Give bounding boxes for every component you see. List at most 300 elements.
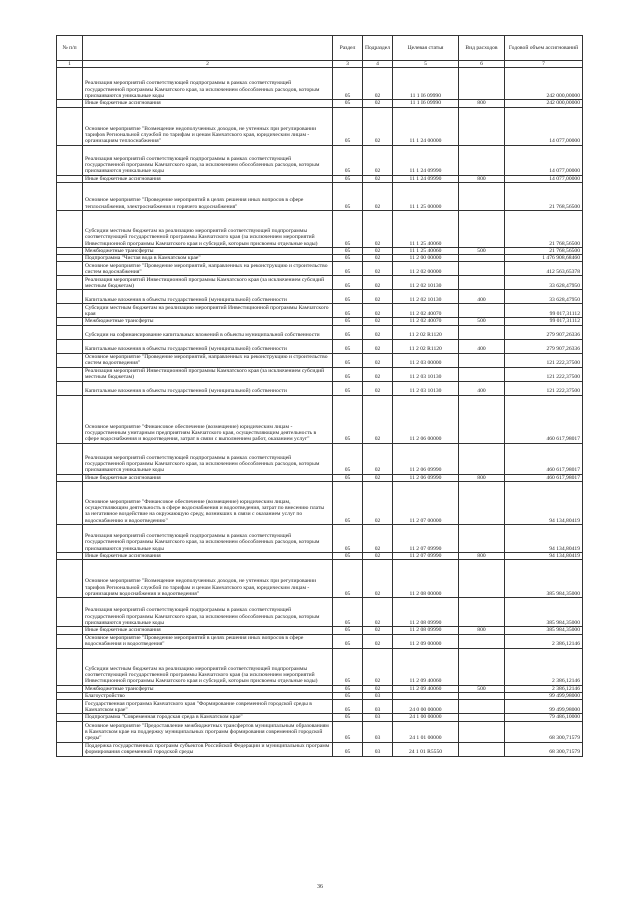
header-podrazdel: Подраздел — [363, 36, 393, 61]
row-sum-cell: 94 134,80419 — [505, 482, 583, 525]
row-target-article-cell: 11 2 08 09990 — [393, 598, 459, 627]
row-razdel-cell: 05 — [333, 145, 363, 175]
row-podrazdel-cell: 02 — [363, 560, 393, 598]
page-number: 36 — [317, 884, 323, 890]
row-target-article-cell: 11 1 24 09990 — [393, 175, 459, 182]
row-name-cell: Поддержка государственных программ субъектов Российской Федерации и муниципальных программ формирования современной городской среды — [83, 742, 333, 756]
row-razdel-cell: 05 — [333, 598, 363, 627]
row-expense-type-cell: 800 — [459, 175, 505, 182]
row-expense-type-cell — [459, 634, 505, 648]
table-body — [57, 68, 583, 756]
row-name-cell: Реализация мероприятий соответствующей подпрограммы в рамках соответствующей государственной программы Камчатского края, за исключением обособленных расходов, которым присваиваются уникальные коды — [83, 598, 333, 627]
header-razdel: Раздел — [333, 36, 363, 61]
row-expense-type-cell: 500 — [459, 247, 505, 254]
table-row — [57, 262, 583, 276]
row-podrazdel-cell: 03 — [363, 700, 393, 714]
row-name-cell: Иные бюджетные ассигнования — [83, 175, 333, 182]
row-number-cell — [57, 182, 83, 210]
table-row — [57, 742, 583, 756]
row-number-cell — [57, 255, 83, 262]
row-podrazdel-cell: 02 — [363, 68, 393, 100]
row-number-cell — [57, 395, 83, 443]
row-razdel-cell: 05 — [333, 685, 363, 692]
row-name-cell: Межбюджетные трансферты — [83, 247, 333, 254]
row-expense-type-cell: 500 — [459, 685, 505, 692]
row-name-cell: Субсидии на софинансирование капитальных вложений в объекты муниципальной собственности — [83, 325, 333, 339]
row-sum-cell: 121 222,37500 — [505, 353, 583, 367]
row-sum-cell: 21 768,56500 — [505, 182, 583, 210]
row-expense-type-cell — [459, 262, 505, 276]
table-row — [57, 474, 583, 481]
row-podrazdel-cell: 03 — [363, 714, 393, 721]
colnum-3: 3 — [333, 61, 363, 68]
row-razdel-cell: 05 — [333, 276, 363, 290]
colnum-7: 7 — [505, 61, 583, 68]
row-expense-type-cell — [459, 700, 505, 714]
row-podrazdel-cell: 02 — [363, 598, 393, 627]
row-razdel-cell: 05 — [333, 742, 363, 756]
row-name-cell: Субсидии местным бюджетам на реализацию мероприятий соответствующей подпрограммы соответствующей государственной программы Камчатского края (за исключением мероприятий Инвестиционной программы Камчатского края и субсидий, которым присвоены отдельные коды) — [83, 210, 333, 247]
row-expense-type-cell — [459, 145, 505, 175]
table-row — [57, 692, 583, 699]
row-expense-type-cell: 800 — [459, 474, 505, 481]
table-row — [57, 175, 583, 182]
row-razdel-cell: 05 — [333, 367, 363, 381]
colnum-5: 5 — [393, 61, 459, 68]
row-sum-cell: 279 907,26336 — [505, 325, 583, 339]
row-podrazdel-cell: 02 — [363, 685, 393, 692]
row-expense-type-cell: 400 — [459, 339, 505, 353]
table-row — [57, 560, 583, 598]
row-razdel-cell: 05 — [333, 395, 363, 443]
row-target-article-cell — [393, 692, 459, 699]
table-row — [57, 107, 583, 145]
row-number-cell — [57, 290, 83, 304]
row-razdel-cell: 05 — [333, 318, 363, 325]
row-target-article-cell: 11 1 24 09990 — [393, 145, 459, 175]
row-sum-cell: 14 077,00000 — [505, 175, 583, 182]
row-sum-cell: 14 077,00000 — [505, 145, 583, 175]
row-razdel-cell: 05 — [333, 100, 363, 107]
table-row — [57, 634, 583, 648]
row-target-article-cell: 11 2 06 09990 — [393, 443, 459, 474]
row-expense-type-cell: 500 — [459, 318, 505, 325]
budget-table — [56, 35, 583, 757]
row-razdel-cell: 05 — [333, 255, 363, 262]
row-razdel-cell: 05 — [333, 210, 363, 247]
row-sum-cell: 242 000,00000 — [505, 68, 583, 100]
row-number-cell — [57, 262, 83, 276]
row-target-article-cell: 11 2 02 40070 — [393, 318, 459, 325]
colnum-2: 2 — [83, 61, 333, 68]
row-name-cell: Основное мероприятие "Возмещение недополученных доходов, не учтенных при регулировании тарифов Региональной службой по тарифам и ценам Камчатского края, юридическим лицам - организациям теплоснабжения" — [83, 107, 333, 145]
row-sum-cell: 2 386,12146 — [505, 685, 583, 692]
row-podrazdel-cell: 02 — [363, 318, 393, 325]
row-expense-type-cell — [459, 395, 505, 443]
header-expense-type: Вид расходов — [459, 36, 505, 61]
row-podrazdel-cell: 02 — [363, 255, 393, 262]
row-sum-cell: 94 134,80419 — [505, 525, 583, 553]
row-name-cell: Реализация мероприятий соответствующей подпрограммы в рамках соответствующей государственной программы Камчатского края, за исключением обособленных расходов, которым присваиваются уникальные коды — [83, 443, 333, 474]
table-row — [57, 367, 583, 381]
table-row — [57, 339, 583, 353]
row-razdel-cell: 05 — [333, 474, 363, 481]
row-sum-cell: 99 017,31112 — [505, 304, 583, 318]
row-razdel-cell: 05 — [333, 560, 363, 598]
row-number-cell — [57, 648, 83, 685]
row-sum-cell: 385 984,35000 — [505, 560, 583, 598]
row-number-cell — [57, 560, 83, 598]
table-row — [57, 598, 583, 627]
row-razdel-cell: 05 — [333, 627, 363, 634]
row-expense-type-cell — [459, 255, 505, 262]
row-razdel-cell: 05 — [333, 262, 363, 276]
header-name — [83, 36, 333, 61]
row-number-cell — [57, 276, 83, 290]
row-sum-cell: 121 222,37500 — [505, 367, 583, 381]
colnum-6: 6 — [459, 61, 505, 68]
row-podrazdel-cell: 02 — [363, 145, 393, 175]
row-podrazdel-cell: 02 — [363, 367, 393, 381]
row-target-article-cell: 11 2 02 40070 — [393, 304, 459, 318]
row-target-article-cell: 11 2 02 00000 — [393, 262, 459, 276]
row-sum-cell: 1 476 908,68460 — [505, 255, 583, 262]
row-podrazdel-cell: 02 — [363, 247, 393, 254]
row-name-cell: Капитальные вложения в объекты государственной (муниципальной) собственности — [83, 290, 333, 304]
row-expense-type-cell — [459, 107, 505, 145]
row-name-cell: Подпрограмма "Современная городская среда в Камчатском крае" — [83, 714, 333, 721]
row-target-article-cell: 11 2 02 R1120 — [393, 325, 459, 339]
row-number-cell — [57, 685, 83, 692]
row-target-article-cell: 11 1 25 40060 — [393, 210, 459, 247]
row-number-cell — [57, 353, 83, 367]
row-expense-type-cell — [459, 525, 505, 553]
row-razdel-cell: 05 — [333, 443, 363, 474]
row-target-article-cell: 11 2 00 00000 — [393, 255, 459, 262]
row-name-cell: Основное мероприятие "Финансовое обеспечение (возмещение) юридическим лицам, осуществляющим деятельность в сфере водоснабжения и водоотведения, затрат по внесению платы за негативное воздействие на окружающую среду, возникших в связи с оказанием услуг по водоснабжению и водоотведению" — [83, 482, 333, 525]
row-number-cell — [57, 325, 83, 339]
row-number-cell — [57, 721, 83, 742]
row-name-cell: Межбюджетные трансферты — [83, 318, 333, 325]
row-number-cell — [57, 553, 83, 560]
row-target-article-cell: 11 2 03 10130 — [393, 367, 459, 381]
row-name-cell: Иные бюджетные ассигнования — [83, 474, 333, 481]
row-podrazdel-cell: 02 — [363, 443, 393, 474]
row-expense-type-cell — [459, 598, 505, 627]
row-expense-type-cell — [459, 276, 505, 290]
row-podrazdel-cell: 02 — [363, 276, 393, 290]
row-number-cell — [57, 634, 83, 648]
row-sum-cell: 279 907,26336 — [505, 339, 583, 353]
row-razdel-cell: 05 — [333, 692, 363, 699]
row-name-cell: Основное мероприятие "Финансовое обеспечение (возмещение) юридическим лицам - государственным унитарным предприятиям Камчатского края, осуществляющим деятельность в сфере водоснабжения и водоотведения, затрат в связи с выполнением работ, оказанием услуг" — [83, 395, 333, 443]
colnum-1: 1 — [57, 61, 83, 68]
row-number-cell — [57, 367, 83, 381]
row-name-cell: Иные бюджетные ассигнования — [83, 627, 333, 634]
row-sum-cell: 21 768,56500 — [505, 210, 583, 247]
row-podrazdel-cell: 03 — [363, 742, 393, 756]
row-target-article-cell: 11 1 24 00000 — [393, 107, 459, 145]
row-target-article-cell: 24 0 00 00000 — [393, 700, 459, 714]
row-number-cell — [57, 100, 83, 107]
row-name-cell: Субсидии местным бюджетам на реализацию мероприятий Инвестиционной программы Камчатского края — [83, 304, 333, 318]
row-podrazdel-cell: 03 — [363, 721, 393, 742]
row-target-article-cell: 11 2 07 09990 — [393, 553, 459, 560]
row-expense-type-cell: 800 — [459, 627, 505, 634]
row-name-cell: Основное мероприятие "Проведение мероприятий, направленных на реконструкцию и строительство систем водоснабжения" — [83, 262, 333, 276]
row-razdel-cell: 05 — [333, 325, 363, 339]
row-sum-cell: 460 617,98017 — [505, 443, 583, 474]
row-expense-type-cell — [459, 742, 505, 756]
row-sum-cell: 242 000,00000 — [505, 100, 583, 107]
row-number-cell — [57, 700, 83, 714]
row-name-cell: Капитальные вложения в объекты государственной (муниципальной) собственности — [83, 339, 333, 353]
colnum-4: 4 — [363, 61, 393, 68]
table-header-row — [57, 36, 583, 61]
row-target-article-cell: 11 2 09 40060 — [393, 648, 459, 685]
row-podrazdel-cell: 02 — [363, 175, 393, 182]
row-number-cell — [57, 247, 83, 254]
row-target-article-cell: 11 1 I6 09990 — [393, 68, 459, 100]
row-number-cell — [57, 381, 83, 395]
row-expense-type-cell — [459, 325, 505, 339]
row-name-cell: Основное мероприятие "Проведение мероприятий, направленных на реконструкцию и строительство систем водоотведения" — [83, 353, 333, 367]
row-name-cell: Основное мероприятие "Возмещение недополученных доходов, не учтенных при регулировании тарифов Региональной службой по тарифам и ценам Камчатского края, юридическим лицам - организациям водоснабжения и водоотведения" — [83, 560, 333, 598]
table-row — [57, 276, 583, 290]
row-razdel-cell: 05 — [333, 353, 363, 367]
row-name-cell: Основное мероприятие "Предоставление межбюджетных трансфертов муниципальным образованиям в Камчатском крае на поддержку муниципальных программ формирования современной городской среды" — [83, 721, 333, 742]
row-target-article-cell: 24 1 00 00000 — [393, 714, 459, 721]
table-row — [57, 721, 583, 742]
row-podrazdel-cell: 03 — [363, 692, 393, 699]
row-razdel-cell: 05 — [333, 714, 363, 721]
row-number-cell — [57, 474, 83, 481]
row-sum-cell: 460 617,98017 — [505, 474, 583, 481]
row-razdel-cell: 05 — [333, 381, 363, 395]
row-target-article-cell: 11 2 03 00000 — [393, 353, 459, 367]
row-sum-cell: 68 300,71579 — [505, 742, 583, 756]
row-razdel-cell: 05 — [333, 247, 363, 254]
row-expense-type-cell: 400 — [459, 290, 505, 304]
row-podrazdel-cell: 02 — [363, 627, 393, 634]
row-podrazdel-cell: 02 — [363, 381, 393, 395]
row-number-cell — [57, 443, 83, 474]
row-sum-cell: 21 768,56500 — [505, 247, 583, 254]
row-podrazdel-cell: 02 — [363, 525, 393, 553]
row-name-cell: Основное мероприятие "Проведение мероприятий в целях решения иных вопросов в сфере теплоснабжения, электроснабжения и горячего водоснабжения" — [83, 182, 333, 210]
row-expense-type-cell — [459, 210, 505, 247]
row-expense-type-cell — [459, 714, 505, 721]
row-sum-cell: 385 984,35000 — [505, 627, 583, 634]
row-razdel-cell: 05 — [333, 304, 363, 318]
header-number: № п/п — [57, 36, 83, 61]
table-row — [57, 700, 583, 714]
row-target-article-cell: 11 2 06 09990 — [393, 474, 459, 481]
row-podrazdel-cell: 02 — [363, 474, 393, 481]
table-row — [57, 395, 583, 443]
row-name-cell: Благоустройство — [83, 692, 333, 699]
row-razdel-cell: 05 — [333, 648, 363, 685]
row-target-article-cell: 11 1 25 00000 — [393, 182, 459, 210]
row-number-cell — [57, 304, 83, 318]
row-sum-cell: 2 386,12146 — [505, 634, 583, 648]
row-name-cell: Подпрограмма "Чистая вода в Камчатском крае" — [83, 255, 333, 262]
row-target-article-cell: 11 1 I6 09990 — [393, 100, 459, 107]
row-target-article-cell: 11 2 08 09990 — [393, 627, 459, 634]
table-row — [57, 210, 583, 247]
table-row — [57, 714, 583, 721]
row-number-cell — [57, 339, 83, 353]
row-name-cell: Иные бюджетные ассигнования — [83, 553, 333, 560]
row-sum-cell: 33 628,47950 — [505, 276, 583, 290]
row-podrazdel-cell: 02 — [363, 395, 393, 443]
row-podrazdel-cell: 02 — [363, 262, 393, 276]
row-target-article-cell: 11 2 06 00000 — [393, 395, 459, 443]
table-row — [57, 482, 583, 525]
row-number-cell — [57, 318, 83, 325]
row-razdel-cell: 05 — [333, 721, 363, 742]
row-number-cell — [57, 107, 83, 145]
row-name-cell: Межбюджетные трансферты — [83, 685, 333, 692]
row-name-cell: Реализация мероприятий Инвестиционной программы Камчатского края (за исключением субсидий местным бюджетам) — [83, 276, 333, 290]
table-row — [57, 381, 583, 395]
row-podrazdel-cell: 02 — [363, 325, 393, 339]
row-sum-cell: 99 499,98000 — [505, 692, 583, 699]
row-expense-type-cell — [459, 692, 505, 699]
row-razdel-cell: 05 — [333, 182, 363, 210]
row-razdel-cell: 05 — [333, 553, 363, 560]
row-sum-cell: 121 222,37500 — [505, 381, 583, 395]
table-row — [57, 247, 583, 254]
row-razdel-cell: 05 — [333, 339, 363, 353]
row-number-cell — [57, 525, 83, 553]
row-target-article-cell: 11 2 09 00000 — [393, 634, 459, 648]
table-row — [57, 290, 583, 304]
row-target-article-cell: 11 2 03 10130 — [393, 381, 459, 395]
row-sum-cell: 412 563,65378 — [505, 262, 583, 276]
row-podrazdel-cell: 02 — [363, 290, 393, 304]
table-row — [57, 68, 583, 100]
row-sum-cell: 33 628,47950 — [505, 290, 583, 304]
row-expense-type-cell: 800 — [459, 100, 505, 107]
table-row — [57, 443, 583, 474]
row-expense-type-cell: 800 — [459, 553, 505, 560]
row-razdel-cell: 05 — [333, 175, 363, 182]
row-razdel-cell: 05 — [333, 482, 363, 525]
row-target-article-cell: 11 1 25 40060 — [393, 247, 459, 254]
row-number-cell — [57, 598, 83, 627]
row-sum-cell: 14 077,00000 — [505, 107, 583, 145]
row-expense-type-cell — [459, 560, 505, 598]
row-sum-cell: 99 499,98000 — [505, 700, 583, 714]
row-sum-cell: 2 386,12146 — [505, 648, 583, 685]
table-row — [57, 100, 583, 107]
row-target-article-cell: 24 1 01 00000 — [393, 721, 459, 742]
row-podrazdel-cell: 02 — [363, 100, 393, 107]
header-annual-volume: Годовой объем ассигнований — [505, 36, 583, 61]
table-row — [57, 353, 583, 367]
table-row — [57, 685, 583, 692]
row-razdel-cell: 05 — [333, 700, 363, 714]
row-expense-type-cell — [459, 443, 505, 474]
row-target-article-cell: 11 2 07 09990 — [393, 525, 459, 553]
row-expense-type-cell: 400 — [459, 381, 505, 395]
row-expense-type-cell — [459, 182, 505, 210]
row-number-cell — [57, 482, 83, 525]
table-row — [57, 627, 583, 634]
table-row — [57, 145, 583, 175]
row-name-cell: Реализация мероприятий Инвестиционной программы Камчатского края (за исключением субсидий местным бюджетам) — [83, 367, 333, 381]
table-row — [57, 255, 583, 262]
row-podrazdel-cell: 02 — [363, 304, 393, 318]
column-number-row — [57, 61, 583, 68]
row-name-cell: Государственная программа Камчатского края "Формирование современной городской среды в Камчатском крае" — [83, 700, 333, 714]
table-row — [57, 325, 583, 339]
row-sum-cell: 99 017,31112 — [505, 318, 583, 325]
row-number-cell — [57, 692, 83, 699]
row-sum-cell: 385 984,35000 — [505, 598, 583, 627]
table-row — [57, 304, 583, 318]
row-razdel-cell: 05 — [333, 68, 363, 100]
row-expense-type-cell — [459, 648, 505, 685]
row-target-article-cell: 11 2 07 00000 — [393, 482, 459, 525]
row-podrazdel-cell: 02 — [363, 353, 393, 367]
row-target-article-cell: 24 1 01 R5550 — [393, 742, 459, 756]
row-name-cell: Реализация мероприятий соответствующей подпрограммы в рамках соответствующей государственной программы Камчатского края, за исключением обособленных расходов, которым присваиваются уникальные коды — [83, 68, 333, 100]
row-name-cell: Реализация мероприятий соответствующей подпрограммы в рамках соответствующей государственной программы Камчатского края, за исключением обособленных расходов, которым присваиваются уникальные коды — [83, 525, 333, 553]
row-sum-cell: 79 486,10000 — [505, 714, 583, 721]
row-podrazdel-cell: 02 — [363, 648, 393, 685]
row-podrazdel-cell: 02 — [363, 107, 393, 145]
row-number-cell — [57, 714, 83, 721]
row-sum-cell: 460 617,98017 — [505, 395, 583, 443]
row-podrazdel-cell: 02 — [363, 634, 393, 648]
table-row — [57, 318, 583, 325]
row-expense-type-cell — [459, 68, 505, 100]
row-number-cell — [57, 210, 83, 247]
table-row — [57, 648, 583, 685]
row-expense-type-cell — [459, 482, 505, 525]
row-target-article-cell: 11 2 08 00000 — [393, 560, 459, 598]
row-expense-type-cell — [459, 721, 505, 742]
row-razdel-cell: 05 — [333, 634, 363, 648]
table-row — [57, 525, 583, 553]
row-number-cell — [57, 175, 83, 182]
row-podrazdel-cell: 02 — [363, 339, 393, 353]
row-razdel-cell: 05 — [333, 525, 363, 553]
row-expense-type-cell — [459, 353, 505, 367]
row-name-cell: Реализация мероприятий соответствующей подпрограммы в рамках соответствующей государственной программы Камчатского края, за исключением обособленных расходов, которым присваиваются уникальные коды — [83, 145, 333, 175]
row-target-article-cell: 11 2 02 R1120 — [393, 339, 459, 353]
row-razdel-cell: 05 — [333, 107, 363, 145]
row-expense-type-cell — [459, 367, 505, 381]
row-name-cell: Капитальные вложения в объекты государственной (муниципальной) собственности — [83, 381, 333, 395]
table-row — [57, 182, 583, 210]
row-podrazdel-cell: 02 — [363, 182, 393, 210]
row-name-cell: Основное мероприятие "Проведение мероприятий в целях решения иных вопросов в сфере водоснабжения и водоотведения" — [83, 634, 333, 648]
row-number-cell — [57, 742, 83, 756]
header-target-article: Целевая статья — [393, 36, 459, 61]
row-target-article-cell: 11 2 09 40060 — [393, 685, 459, 692]
row-sum-cell: 94 134,80419 — [505, 553, 583, 560]
row-target-article-cell: 11 2 02 10130 — [393, 276, 459, 290]
row-name-cell: Иные бюджетные ассигнования — [83, 100, 333, 107]
row-target-article-cell: 11 2 02 10130 — [393, 290, 459, 304]
row-podrazdel-cell: 02 — [363, 553, 393, 560]
row-razdel-cell: 05 — [333, 290, 363, 304]
row-podrazdel-cell: 02 — [363, 210, 393, 247]
row-sum-cell: 68 300,71579 — [505, 721, 583, 742]
